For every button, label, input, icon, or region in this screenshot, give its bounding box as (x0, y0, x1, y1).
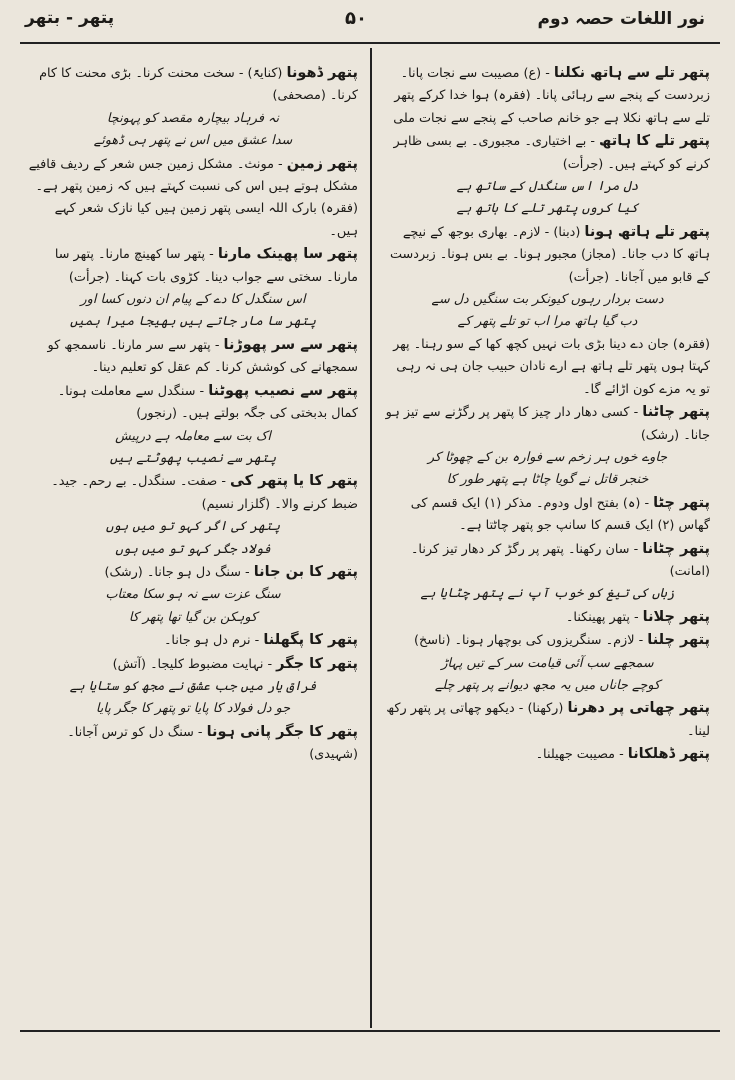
dictionary-entry (385, 697, 710, 743)
headword: پتھر سے نصیب پھوٹنا (208, 382, 358, 399)
definition: - نرم دل ہو جانا۔ (163, 633, 264, 649)
verse-line: پتھر سا مار جاتے ہیں بھیجا میرا ہمیں (70, 314, 316, 330)
definition: - لازم۔ سنگریزوں کی بوچھار ہونا۔ (ناسخ) (414, 633, 648, 649)
footer-rule (20, 1030, 720, 1032)
verse-line: سنگ عزت سے نہ ہو سکا معتاب (105, 587, 281, 603)
verse-line: دل مرا اس سنگدل کے ساتھ ہے (456, 179, 639, 195)
verse-line: فولاد جگر کہو تو میں ہوں (115, 541, 271, 557)
verse-line: خنجر قاتل نے گویا چاٹا ہے پتھر طور کا (446, 472, 649, 488)
headword: پتھر زمین (286, 155, 358, 172)
definition: (کنایۃً) - سخت محنت کرنا۔ بڑی محنت کا کام کرنا۔ (مصحفی) (39, 66, 358, 104)
definition: (دبنا) - لازم۔ بھاری بوجھ کے نیچے ہاتھ کا دب جانا۔ (مجاز) مجبور ہونا۔ بے بس ہونا۔ زبردست کے قابو میں آجانا۔ (جرأت) (389, 224, 710, 285)
definition: - مصیبت جھیلنا۔ (535, 747, 628, 763)
headword: پتھر کا بن جانا (253, 563, 358, 580)
word-range: پتھر - بتھر (25, 8, 115, 28)
definition: - پتھر پھینکنا۔ (565, 609, 643, 625)
definition: - پتھر سا کھینچ مارنا۔ پتھر سا مارنا۔ سختی سے جواب دینا۔ کڑوی بات کہنا۔ (جرأت) (54, 247, 358, 285)
verse-line: سمجھے سب آئی قیامت سر کے تیں پہاڑ (441, 655, 654, 671)
dictionary-entry (28, 629, 358, 652)
dictionary-entry (385, 130, 710, 176)
verse-line: کوچے جاناں میں یہ مجھ دیوانے پر پتھر چلے (434, 677, 661, 693)
verse-line: اک بت سے معاملہ ہے درپیش (115, 428, 271, 444)
headword: پتھر سے سر پھوڑنا (223, 336, 358, 353)
header-rule (20, 42, 720, 44)
headword: پتھر کا پگھلنا (263, 632, 358, 649)
definition: - سنگ دل ہو جانا۔ (رشک) (104, 564, 254, 580)
definition: - سان رکھنا۔ پتھر پر رگڑ کر دھار تیز کرنا۔ (امانت) (410, 541, 710, 579)
dictionary-entry (385, 62, 710, 130)
definition: - پتھر سے سر مارنا۔ ناسمجھ کو سمجھانے کی کوشش کرنا۔ کم عقل کو تعلیم دینا۔ (47, 337, 358, 376)
headword: پتھر تلے ہاتھ ہونا (584, 223, 710, 240)
verse-line: فراق یار میں جب عشق نے مجھ کو ستایا ہے (69, 678, 317, 694)
headword: پتھر کا یا پتھر کی (230, 473, 358, 490)
verse-line: کیا کروں پتھر تلے کا ہاتھ ہے (456, 201, 639, 217)
headword: پتھر چلنا (647, 632, 710, 649)
verse-line: سدا عشق میں اس نے پتھر ہی ڈھوئے (93, 133, 293, 149)
headword: پتھر چٹانا (642, 540, 710, 557)
dictionary-entry (28, 721, 358, 767)
verse-line: اس سنگدل کا دے کے پیام ان دنوں کسا اور (80, 292, 306, 308)
dictionary-entry (385, 743, 710, 766)
dictionary-entry (385, 606, 710, 629)
headword: پتھر سا پھینک مارنا (217, 246, 358, 263)
definition: - (ع) مصیبت سے نجات پانا۔ زبردست کے پنجے سے رہائی پانا۔ (فقرہ) ہوا خدا کرکے پتھر تلے سے ہاتھ نکلا ہے جو خانم صاحب کے پنجے سے نجات ملی (393, 66, 710, 126)
running-title: نور اللغات حصہ دوم (537, 9, 705, 29)
verse-line: جو دل فولاد کا پایا تو پتھر کا جگر پایا (95, 701, 291, 717)
definition: - صفت۔ سنگدل۔ بے رحم۔ جید۔ ضبط کرنے والا۔ (گلزار نسیم) (51, 474, 358, 512)
page-number: ۵۰ (345, 8, 367, 29)
verse-line: زباں کی تیغ کو خوب آپ نے پتھر چٹایا ہے (420, 586, 675, 602)
headword: پتھر چٹا (653, 494, 710, 511)
headword: پتھر کا جگر (276, 655, 358, 672)
verse-line: دب گیا ہاتھ مرا اب تو تلے پتھر کے (457, 314, 638, 330)
dictionary-entry (385, 629, 710, 652)
dictionary-entry (28, 62, 358, 108)
definition: - کسی دھار دار چیز کا پتھر پر رگڑنے سے تیز ہو جانا۔ (رشک) (385, 405, 710, 443)
definition: - سنگدل سے معاملت ہونا۔ کمال بدبختی کی جگہ بولتے ہیں۔ (رنجور) (57, 383, 358, 422)
headword: پتھر چلانا (642, 608, 710, 625)
definition: - سنگ دل کو ترس آجانا۔ (شہیدی) (67, 724, 358, 763)
definition: - نہایت مضبوط کلیجا۔ (آتش) (112, 656, 277, 672)
headword: پتھر ڈھونا (286, 65, 358, 81)
column-divider (370, 48, 372, 1028)
dictionary-entry (28, 243, 358, 289)
left-column (28, 62, 358, 1022)
page-header (25, 8, 705, 36)
definition: (فقرہ) جان دے دینا بڑی بات نہیں کچھ کھا کے سو رہنا۔ پھر کہتا ہوں پتھر تلے ہاتھ ہے ارے نادان حبیب جان ہی نہ رہی تو یہ مزے کون اڑائے گا۔ (393, 336, 710, 397)
dictionary-entry (385, 492, 710, 538)
dictionary-entry (385, 221, 710, 289)
verse-line: نہ فرہاد بیچارہ مقصد کو پہونچا (106, 110, 280, 126)
dictionary-entry (28, 334, 358, 380)
headword: پتھر کا جگر پانی ہونا (206, 723, 358, 740)
definition: - بے اختیاری۔ مجبوری۔ بے بسی ظاہر کرنے کو کہتے ہیں۔ (جرأت) (393, 134, 710, 172)
verse-line: پتھر سے نصیب پھوٹتے ہیں (109, 450, 277, 466)
headword: پتھر تلے سے ہاتھ نکلنا (553, 65, 710, 81)
verse-line: پتھر کی اگر کہو تو میں ہوں (105, 519, 281, 535)
definition: - مونث۔ مشکل زمین جس شعر کے ردیف قافیے مشکل ہوتے ہیں اس کی نسبت کہتے ہیں کہ زمین پتھر ہے۔ (فقرہ) بارک اللہ ایسی پتھر زمین ہیں کیا نازک شعر کہے ہیں۔ (28, 156, 358, 239)
definition: (رکھنا) - دیکھو چھاتی پر پتھر رکھ لینا۔ (386, 701, 710, 739)
dictionary-entry (28, 153, 358, 244)
verse-line: جاوے خوں ہر زخم سے فوارہ بن کے چھوٹا کر (427, 449, 668, 465)
dictionary-entry (28, 470, 358, 516)
verse-line: دست بردار رہوں کیونکر بت سنگیں دل سے (431, 292, 664, 308)
headword: پتھر چاٹنا (642, 404, 710, 421)
dictionary-entry (28, 380, 358, 426)
right-column (385, 62, 710, 1022)
definition: - (ہ) بفتح اول ودوم۔ مذکر (۱) ایک قسم کی گھاس (۲) ایک قسم کا سانپ جو پتھر چاٹتا ہے۔ (410, 495, 710, 534)
dictionary-entry (385, 538, 710, 584)
headword: پتھر ڈھلکانا (627, 746, 710, 763)
headword: پتھر تلے کا ہاتھ (599, 133, 710, 150)
verse-line: کوہکن بن گیا تھا پتھر کا (128, 609, 258, 625)
dictionary-entry (28, 653, 358, 676)
dictionary-entry (385, 334, 710, 401)
dictionary-entry (28, 561, 358, 584)
headword: پتھر چھاتی پر دھرنا (567, 700, 710, 717)
dictionary-entry (385, 401, 710, 447)
